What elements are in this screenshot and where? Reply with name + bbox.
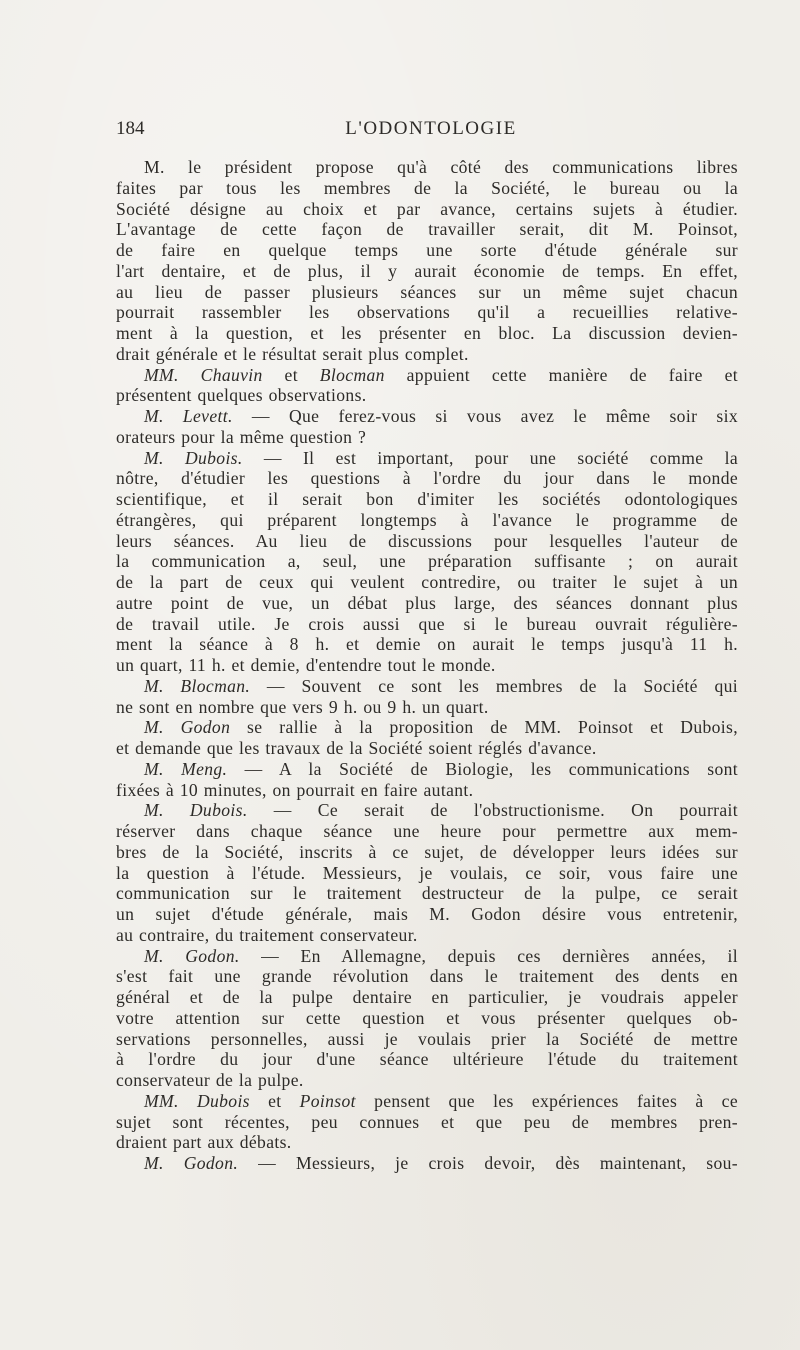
text-line <box>116 510 738 531</box>
text-line <box>116 738 738 759</box>
text-fragment: Société désigne au choix et par avance, certains sujets à étudier. <box>116 198 738 219</box>
text-line <box>116 966 738 987</box>
text-fragment: la question à l'étude. Messieurs, je voulais, ce soir, vous faire une <box>116 862 738 883</box>
speaker-name: M. Godon. <box>144 945 240 966</box>
text-fragment: et <box>262 364 320 385</box>
speaker-name: Blocman <box>319 364 385 385</box>
speaker-name: M. Godon <box>144 717 231 738</box>
text-line <box>116 593 738 614</box>
speaker-name: M. Blocman. <box>144 675 251 696</box>
page-header <box>116 118 736 142</box>
text-fragment: drait générale et le résultat serait plus complet. <box>116 343 469 364</box>
text-fragment: servations personnelles, aussi je voulais prier la Société de mettre <box>116 1028 738 1049</box>
speaker-name: M. Meng. <box>144 758 228 779</box>
text-fragment: faites par tous les membres de la Société, le bureau ou la <box>116 177 738 198</box>
text-line <box>116 1049 738 1070</box>
text-fragment: un quart, 11 h. et demie, d'entendre tout le monde. <box>116 655 496 675</box>
text-line <box>116 614 738 635</box>
text-fragment: M. le président propose qu'à côté des communications libres <box>144 157 738 177</box>
text-line <box>116 697 738 718</box>
text-fragment: au contraire, du traitement conservateur. <box>116 924 418 945</box>
text-line <box>116 800 738 821</box>
text-line <box>116 1008 738 1029</box>
text-fragment: au lieu de passer plusieurs séances sur un même sujet chacun <box>116 281 738 302</box>
text-fragment: leurs séances. Au lieu de discussions pour lesquelles l'auteur de <box>116 530 738 551</box>
text-line <box>116 199 738 220</box>
text-line <box>116 759 738 780</box>
text-fragment: — En Allemagne, depuis ces dernières années, il <box>239 945 738 966</box>
speaker-name: MM. Dubois <box>144 1090 250 1111</box>
text-line <box>116 863 738 884</box>
text-fragment: — Que ferez-vous si vous avez le même soir six <box>232 406 738 426</box>
speaker-name: MM. Chauvin <box>144 364 263 385</box>
text-line <box>116 240 738 261</box>
text-fragment: — Messieurs, je crois devoir, dès maintenant, sou- <box>238 1153 738 1173</box>
text-fragment: appuient cette manière de faire et <box>384 364 739 385</box>
text-fragment: conservateur de la pulpe. <box>116 1070 304 1090</box>
text-fragment: présentent quelques observations. <box>116 385 367 406</box>
text-fragment: et demande que les travaux de la Société soient réglés d'avance. <box>116 738 597 758</box>
speaker-name: M. Godon. <box>144 1153 239 1173</box>
text-line <box>116 157 738 178</box>
running-title: L'ODONTOLOGIE <box>345 118 517 139</box>
text-fragment: nôtre, d'étudier les questions à l'ordre du jour dans le monde <box>116 468 738 489</box>
text-line <box>116 572 738 593</box>
text-line <box>116 925 738 946</box>
text-fragment: — A la Société de Biologie, les communications sont <box>227 758 738 779</box>
text-line <box>116 717 738 738</box>
text-line <box>116 531 738 552</box>
text-fragment: de travail utile. Je crois aussi que si le bureau ouvrait régulière- <box>116 613 738 634</box>
text-fragment: s'est fait une grande révolution dans le traitement des dents en <box>116 966 738 987</box>
text-fragment: ne sont en nombre que vers 9 h. ou 9 h. un quart. <box>116 696 489 717</box>
text-line <box>116 323 738 344</box>
text-line <box>116 282 738 303</box>
text-fragment: sujet sont récentes, peu connues et que peu de membres pren- <box>116 1111 738 1132</box>
text-line <box>116 655 738 676</box>
text-fragment: ment à la question, et les présenter en bloc. La discussion devien- <box>116 323 738 343</box>
text-fragment: se rallie à la proposition de MM. Poinsot et Dubois, <box>230 717 738 738</box>
text-line <box>116 1153 738 1174</box>
text-fragment: autre point de vue, un débat plus large, des séances donnant plus <box>116 592 738 613</box>
text-line <box>116 427 738 448</box>
text-fragment: votre attention sur cette question et vous présenter quelques ob- <box>116 1007 738 1028</box>
text-line <box>116 946 738 967</box>
text-fragment: général et de la pulpe dentaire en particulier, je voudrais appeler <box>116 987 738 1007</box>
text-fragment: — Souvent ce sont les membres de la Société qui <box>250 675 738 696</box>
text-line <box>116 468 738 489</box>
text-fragment: et <box>249 1090 300 1111</box>
text-fragment: la communication a, seul, une préparation suffisante ; on aurait <box>116 551 738 572</box>
text-line <box>116 178 738 199</box>
text-fragment: fixées à 10 minutes, on pourrait en faire autant. <box>116 779 474 800</box>
text-line <box>116 261 738 282</box>
text-fragment: draient part aux débats. <box>116 1132 292 1153</box>
text-line <box>116 344 738 365</box>
text-line <box>116 406 738 427</box>
speaker-name: M. Levett. <box>144 406 233 426</box>
speaker-name: M. Dubois. <box>144 447 243 468</box>
speaker-name: Poinsot <box>299 1090 356 1111</box>
text-line <box>116 551 738 572</box>
text-line <box>116 780 738 801</box>
text-line <box>116 904 738 925</box>
page-number: 184 <box>116 118 145 139</box>
text-line <box>116 1091 738 1112</box>
text-line <box>116 1029 738 1050</box>
text-line <box>116 385 738 406</box>
body-text <box>116 157 738 1174</box>
text-fragment: communication sur le traitement destructeur de la pulpe, ce serait <box>116 883 738 904</box>
text-fragment: — Il est important, pour une société comme la <box>242 447 739 468</box>
text-line <box>116 219 738 240</box>
text-line <box>116 302 738 323</box>
text-line <box>116 842 738 863</box>
text-fragment: ment la séance à 8 h. et demie on aurait le temps jusqu'à 11 h. <box>116 634 738 655</box>
text-line <box>116 1070 738 1091</box>
text-fragment: bres de la Société, inscrits à ce sujet, de développer leurs idées sur <box>116 841 738 862</box>
text-fragment: de faire en quelque temps une sorte d'étude générale sur <box>116 240 738 260</box>
text-line <box>116 448 738 469</box>
text-fragment: de la part de ceux qui veulent contredire, ou traiter le sujet à un <box>116 572 738 592</box>
text-line <box>116 365 738 386</box>
text-fragment: un sujet d'étude générale, mais M. Godon désire vous entretenir, <box>116 904 738 924</box>
text-fragment: à l'ordre du jour d'une séance ultérieure l'étude du traitement <box>116 1049 738 1070</box>
text-line <box>116 676 738 697</box>
speaker-name: M. Dubois. <box>144 800 248 821</box>
text-fragment: réserver dans chaque séance une heure pour permettre aux mem- <box>116 821 738 841</box>
text-fragment: — Ce serait de l'obstructionisme. On pourrait <box>247 800 738 821</box>
text-line <box>116 987 738 1008</box>
text-line <box>116 1112 738 1133</box>
text-fragment: étrangères, qui préparent longtemps à l'avance le programme de <box>116 509 738 530</box>
text-fragment: orateurs pour la même question ? <box>116 426 367 447</box>
text-fragment: scientifique, et il serait bon d'imiter les sociétés odontologiques <box>116 489 738 509</box>
text-fragment: pensent que les expériences faites à ce <box>355 1090 738 1111</box>
text-line <box>116 883 738 904</box>
text-fragment: l'art dentaire, et de plus, il y aurait économie de temps. En effet, <box>116 260 738 281</box>
text-line <box>116 821 738 842</box>
text-fragment: L'avantage de cette façon de travailler serait, dit M. Poinsot, <box>116 219 738 240</box>
text-fragment: pourrait rassembler les observations qu'il a recueillies relative- <box>116 302 738 323</box>
text-line <box>116 1132 738 1153</box>
text-line <box>116 634 738 655</box>
text-line <box>116 489 738 510</box>
